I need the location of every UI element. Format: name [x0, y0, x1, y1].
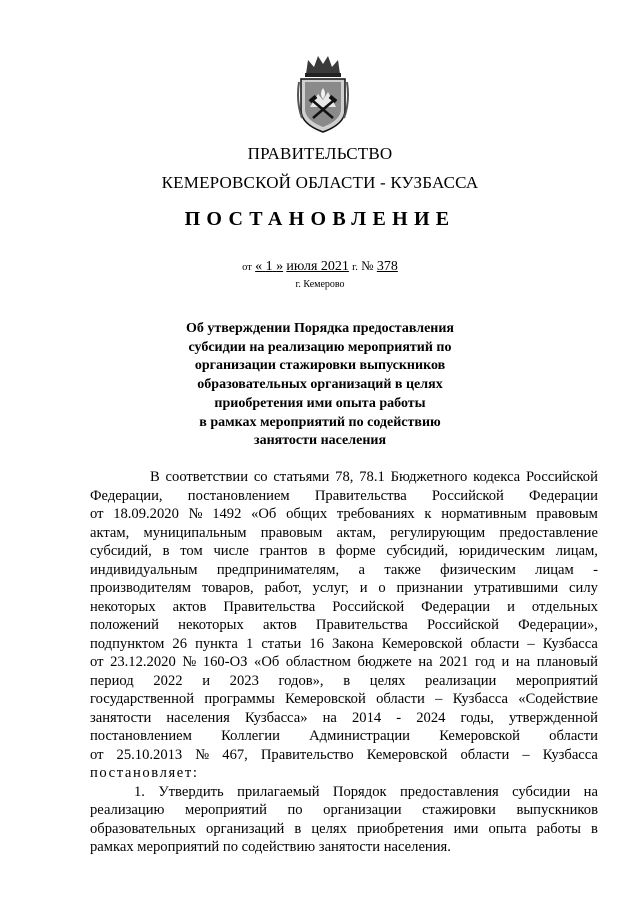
word: ими	[453, 820, 479, 837]
paragraph-line	[90, 764, 598, 783]
word: Бюджетного	[390, 469, 468, 485]
word: приобретения	[356, 820, 444, 837]
word: годы,	[460, 709, 494, 726]
word: Кемеровской	[285, 691, 366, 707]
paragraph-line	[90, 616, 598, 635]
date-year-suffix: г.	[352, 262, 358, 273]
kuzbass-coat-of-arms-icon	[296, 52, 350, 136]
word: соответствии	[165, 469, 249, 485]
decree-number: 378	[376, 259, 398, 274]
word: -	[593, 561, 598, 578]
word: годов»,	[278, 672, 324, 689]
word: а	[358, 561, 365, 578]
decree-title: ПОСТАНОВЛЕНИЕ	[184, 208, 456, 230]
date-prefix: от	[242, 262, 252, 273]
government-name-line1: ПРАВИТЕЛЬСТВО	[247, 144, 393, 163]
word: пункта	[195, 635, 238, 652]
word: по	[287, 802, 303, 818]
number-sign: №	[361, 258, 374, 273]
word: Кузбасса»	[244, 709, 308, 726]
word: прилагаемый	[237, 783, 320, 800]
word: Кемеровской	[366, 746, 448, 763]
word: на	[515, 654, 531, 670]
word: областном	[285, 654, 351, 670]
word: Правительства	[314, 487, 407, 504]
word: субсидий,	[386, 543, 449, 559]
date-close-quote: »	[276, 259, 284, 274]
date-day: 1	[265, 259, 273, 274]
word: Федерации,	[90, 487, 163, 504]
word: Администрации	[309, 728, 410, 744]
word: Российской	[431, 487, 504, 504]
word: силу	[569, 580, 598, 596]
paragraph-line	[90, 468, 598, 487]
word: государственной	[90, 691, 195, 707]
subject-line: субсидии на реализацию мероприятий по	[188, 339, 452, 355]
word: том	[180, 543, 203, 559]
word: актам,	[90, 524, 130, 541]
word: также	[384, 561, 421, 578]
subject-line: образовательных организаций в целях	[197, 377, 443, 393]
word: образовательных	[90, 820, 196, 837]
word: общих	[286, 506, 328, 522]
word: «Содействие	[518, 691, 598, 707]
word: Правительство	[260, 746, 354, 763]
word: актов	[262, 617, 297, 633]
word: 1	[245, 635, 254, 652]
word: В	[150, 469, 160, 485]
word: Кемеровской	[381, 635, 463, 652]
word: правовым	[260, 524, 323, 541]
word: утвержденной	[509, 709, 598, 726]
word: Порядок	[332, 783, 387, 800]
word: 160-ОЗ	[202, 654, 248, 670]
paragraph-line	[90, 838, 598, 857]
word: и	[501, 654, 510, 670]
decree-subject	[160, 320, 480, 451]
word: области	[376, 691, 425, 707]
word: -	[396, 709, 402, 726]
word: предоставления	[399, 783, 499, 800]
word: Кузбасса	[452, 691, 508, 707]
word: мероприятий	[184, 802, 267, 818]
word: опыта	[488, 820, 527, 837]
word: занятости	[90, 709, 152, 726]
word: Российской	[426, 617, 499, 633]
word: в	[591, 820, 598, 837]
word: и	[359, 580, 368, 596]
word: 18.09.2020	[113, 506, 179, 522]
paragraph-line	[90, 542, 598, 561]
word: организации	[323, 802, 402, 818]
word: стажировки	[422, 802, 496, 818]
paragraph-line	[90, 672, 598, 691]
word: индивидуальным	[90, 561, 198, 578]
word: в	[318, 543, 326, 559]
word: 1492	[212, 506, 242, 522]
word: выпускников	[516, 802, 598, 818]
word: организаций	[206, 820, 285, 837]
word: 78,	[335, 469, 354, 485]
word: признании	[396, 580, 463, 596]
subject-line: занятости населения	[253, 433, 387, 449]
word: от	[90, 746, 104, 763]
paragraph-line	[90, 653, 598, 672]
subject-line: приобретения ими опыта работы	[214, 395, 426, 411]
subject-line: в рамках мероприятий по содействию	[199, 414, 441, 430]
subject-line: организации стажировки выпускников	[194, 358, 446, 374]
word: реализации	[425, 672, 497, 689]
word: актов	[172, 598, 207, 615]
word: утратившими	[473, 580, 559, 596]
word: субсидий,	[90, 543, 152, 559]
word: «Об	[254, 654, 280, 670]
word: на	[322, 709, 337, 726]
paragraph-line	[90, 690, 598, 709]
word: бюджете	[357, 654, 412, 670]
word: о	[378, 580, 386, 596]
word: некоторых	[178, 617, 244, 633]
paragraph-line	[90, 709, 598, 728]
word: «Об	[251, 506, 277, 522]
paragraph-line	[90, 783, 598, 802]
paragraph-line	[90, 487, 598, 506]
word: –	[522, 746, 530, 763]
word: форме	[336, 543, 376, 559]
word: положений	[90, 617, 159, 633]
paragraph-line	[90, 820, 598, 839]
word: работы	[536, 820, 581, 837]
word: Кемеровской	[439, 728, 520, 744]
word: числе	[213, 543, 249, 559]
word: №	[188, 506, 203, 522]
paragraph-line	[90, 579, 598, 598]
word: Правительства	[223, 598, 316, 615]
word: Закона	[331, 635, 374, 652]
word: кодекса	[473, 469, 521, 485]
word: Федерации	[529, 487, 598, 504]
word: области	[549, 728, 598, 744]
word: Кузбасса	[542, 746, 598, 763]
word: 1.	[134, 783, 145, 800]
word: в	[294, 820, 302, 837]
word: целях	[311, 820, 347, 837]
date-month-year: июля 2021	[286, 259, 349, 274]
word: программы	[204, 691, 275, 707]
paragraph-line	[90, 746, 598, 765]
word: некоторых	[90, 598, 156, 615]
word: Кузбасса	[542, 635, 598, 652]
word: области	[470, 635, 520, 652]
date-open-quote: «	[255, 259, 263, 274]
word: год	[474, 654, 495, 670]
word: 2023	[229, 672, 259, 689]
word: физическим	[440, 561, 516, 578]
word: 78.1	[359, 469, 385, 485]
word: –	[527, 635, 535, 652]
subject-line: Об утверждении Порядка предоставления	[185, 321, 455, 336]
word: 2024	[416, 709, 446, 726]
word: 2022	[153, 672, 183, 689]
word: работ,	[264, 580, 302, 596]
word: требованиях	[336, 506, 415, 522]
word: 2021	[439, 654, 469, 670]
word: 2014	[351, 709, 382, 726]
word: услуг,	[312, 580, 349, 596]
word: мероприятий	[516, 672, 598, 689]
word: период	[90, 672, 134, 689]
word: со	[253, 469, 268, 485]
word: в	[162, 543, 170, 559]
decree-city: г. Кемерово	[295, 279, 345, 290]
word: Федерации»,	[518, 617, 598, 633]
word: Коллегии	[221, 728, 280, 744]
word: 26	[172, 635, 188, 652]
paragraph-line	[90, 505, 598, 524]
word: грантов	[259, 543, 308, 559]
word: №	[195, 746, 210, 763]
word: нормативным	[441, 506, 527, 522]
word: и	[507, 598, 515, 615]
word: к	[424, 506, 432, 522]
word: 23.12.2020	[110, 654, 176, 670]
word: области	[460, 746, 510, 763]
word: 16	[309, 635, 324, 652]
word: на	[418, 654, 433, 670]
paragraph-item-1	[90, 783, 598, 839]
paragraph-line	[90, 561, 598, 580]
word: 25.10.2013	[116, 746, 183, 763]
word: товаров,	[201, 580, 254, 596]
word: от	[90, 654, 104, 670]
paragraph-line	[90, 801, 598, 820]
word: Федерации	[421, 598, 491, 615]
word: населения	[166, 709, 230, 726]
word: производителям	[90, 580, 191, 596]
word: Правительства	[315, 617, 408, 633]
word: №	[182, 654, 197, 670]
word: 467,	[222, 746, 248, 763]
word: лицам,	[555, 543, 598, 559]
word: актам,	[336, 524, 376, 541]
word: –	[435, 691, 443, 707]
paragraph-line	[90, 524, 598, 543]
word: целях	[369, 672, 406, 689]
word: правовым	[536, 506, 598, 522]
decree-body	[90, 468, 598, 857]
word: и	[202, 672, 211, 689]
paragraph-line	[90, 598, 598, 617]
decree-dateline	[0, 258, 640, 275]
paragraph-line	[90, 635, 598, 654]
paragraph-item-1-last-line: рамках мероприятий по содействию занятости населения.	[90, 839, 451, 855]
word: Российской	[332, 598, 405, 615]
word: предоставление	[499, 524, 598, 541]
word: постановлением	[187, 487, 290, 504]
word: реализацию	[90, 802, 165, 818]
word: от	[90, 506, 104, 522]
word: статьи	[261, 635, 302, 652]
word: постановлением	[90, 728, 192, 744]
word: статьями	[273, 469, 330, 485]
word: Российской	[525, 469, 598, 485]
word: отдельных	[531, 598, 598, 615]
word: юридическим	[458, 543, 545, 559]
word: субсидии	[512, 783, 571, 800]
word: предпринимателям,	[216, 561, 340, 578]
word: регулирующим	[390, 524, 486, 541]
word: плановый	[536, 654, 598, 670]
paragraph-line	[90, 727, 598, 746]
word: на	[583, 783, 598, 800]
word: лицам	[535, 561, 574, 578]
government-name-line2: КЕМЕРОВСКОЙ ОБЛАСТИ - КУЗБАССА	[161, 173, 479, 192]
word: в	[343, 672, 351, 689]
word: подпунктом	[90, 635, 165, 652]
word: Утвердить	[158, 783, 224, 800]
word: муниципальным	[143, 524, 247, 541]
paragraph-preamble	[90, 468, 598, 764]
resolves-word: постановляет:	[90, 765, 199, 781]
